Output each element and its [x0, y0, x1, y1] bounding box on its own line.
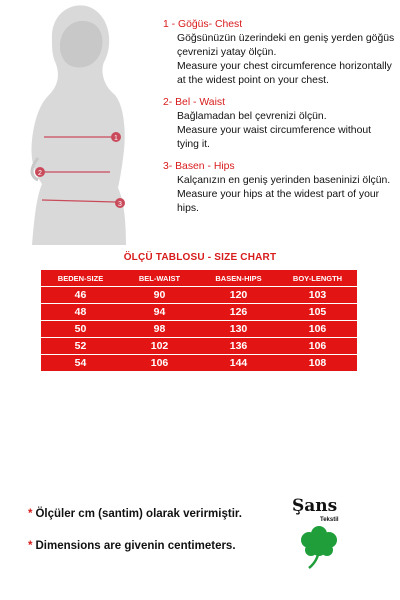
instruction-text-en: Measure your chest circumference horizontally at the widest point on your chest. — [177, 61, 392, 86]
instruction-waist — [163, 96, 395, 152]
marker-waist — [35, 167, 45, 177]
header-cell: BEDEN-SIZE — [57, 273, 104, 283]
table-row — [41, 287, 357, 304]
table-cell: 106 — [150, 357, 169, 369]
note-text: Dimensions are givenin centimeters. — [35, 540, 236, 552]
table-cell: 108 — [308, 357, 327, 369]
table-cell: 106 — [308, 340, 327, 352]
instruction-chest — [163, 18, 395, 88]
note-star: * — [28, 540, 33, 552]
table-cell: 50 — [74, 323, 87, 335]
header-cell: BOY-LENGTH — [292, 273, 343, 283]
svg-text:1: 1 — [114, 135, 118, 142]
body-measurement-figure — [0, 0, 160, 245]
note-star: * — [28, 508, 33, 520]
note-units-en — [28, 540, 236, 552]
table-row — [41, 338, 357, 355]
table-header-row — [41, 270, 357, 287]
marker-hips — [115, 198, 125, 208]
instruction-text-tr: Kalçanızın en geniş yerinden baseninizi ölçün. — [177, 175, 391, 186]
table-cell: 103 — [308, 289, 327, 301]
table-cell: 54 — [74, 357, 87, 369]
clover-icon — [294, 524, 344, 570]
instruction-text-tr: Bağlamadan bel çevrenizi ölçün. — [177, 111, 327, 122]
table-cell: 144 — [229, 357, 248, 369]
instruction-text-en: Measure your hips at the widest part of your hips. — [177, 189, 380, 214]
table-cell: 105 — [308, 306, 327, 318]
table-cell: 98 — [153, 323, 166, 335]
header-cell: BEL-WAIST — [138, 273, 181, 283]
note-text: Ölçüler cm (santim) olarak verirmiştir. — [35, 508, 242, 520]
brand-subtitle: Tekstil — [320, 517, 339, 523]
instruction-heading: 3- Basen - Hips — [163, 161, 235, 172]
size-chart-title: ÖLÇÜ TABLOSU - SIZE CHART — [123, 252, 277, 263]
table-cell: 102 — [150, 340, 169, 352]
size-chart-table — [41, 270, 357, 371]
svg-text:3: 3 — [118, 201, 122, 208]
instruction-heading: 1 - Göğüs- Chest — [163, 19, 243, 30]
table-cell: 48 — [74, 306, 87, 318]
instruction-heading: 2- Bel - Waist — [163, 97, 225, 108]
header-cell: BASEN-HIPS — [215, 273, 262, 283]
table-cell: 120 — [229, 289, 248, 301]
table-cell: 46 — [74, 289, 87, 301]
table-cell: 106 — [308, 323, 327, 335]
instruction-hips — [163, 160, 395, 216]
table-cell: 126 — [229, 306, 248, 318]
brand-name: Şans — [292, 496, 338, 516]
measurement-instructions — [163, 18, 395, 224]
table-cell: 130 — [229, 323, 248, 335]
table-cell: 90 — [153, 289, 166, 301]
silhouette-illustration — [0, 0, 160, 245]
instruction-text-en: Measure your waist circumference without tying it. — [177, 125, 372, 150]
instruction-text-tr: Göğsünüzün üzerindeki en geniş yerden göğüs çevrenizi yatay ölçün. — [177, 33, 395, 58]
brand-logo — [284, 496, 364, 576]
table-row — [41, 304, 357, 321]
marker-chest — [111, 132, 121, 142]
table-cell: 94 — [153, 306, 166, 318]
table-row — [41, 321, 357, 338]
table-cell: 136 — [229, 340, 248, 352]
table-row — [41, 355, 357, 371]
table-cell: 52 — [74, 340, 87, 352]
svg-text:2: 2 — [38, 170, 42, 177]
note-units-tr — [28, 508, 242, 520]
